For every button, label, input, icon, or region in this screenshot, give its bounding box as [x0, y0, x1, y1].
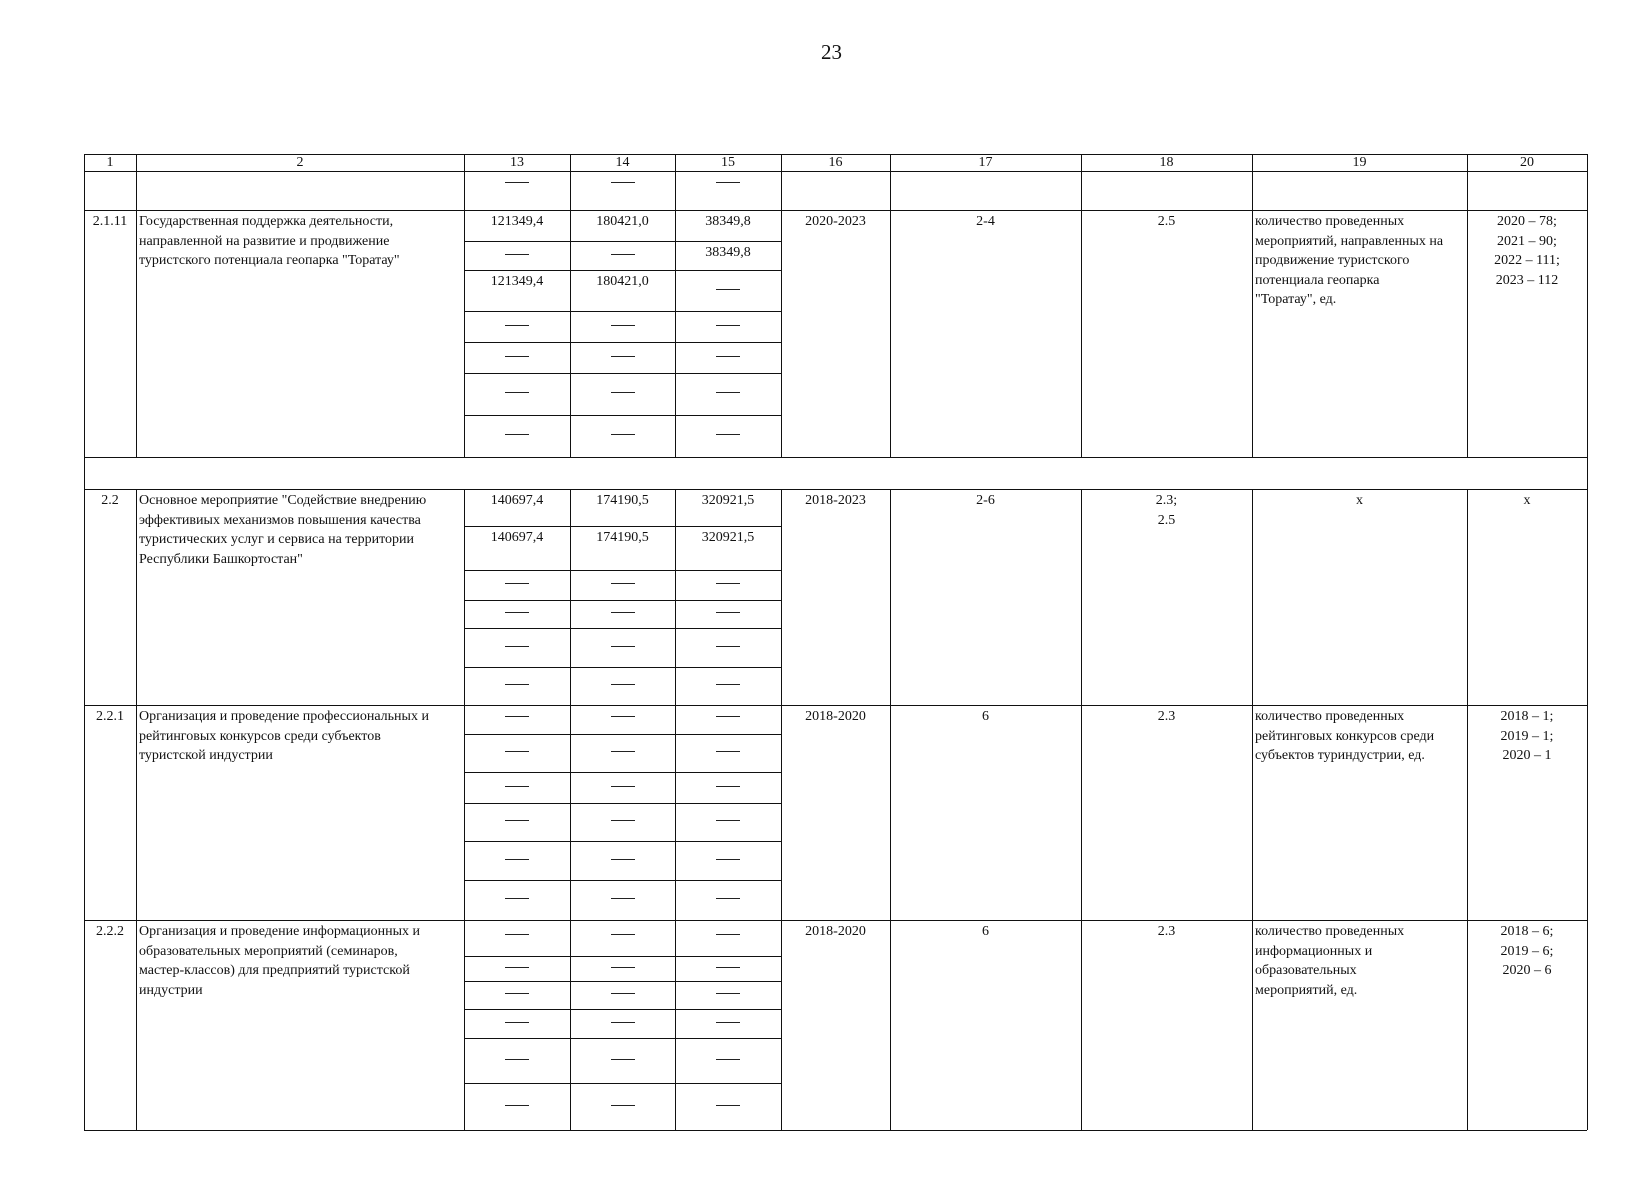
- finance-value: 121349,4: [490, 214, 544, 229]
- finance-value: 180421,0: [596, 274, 649, 289]
- finance-subrow-border: [464, 667, 781, 668]
- column-header-1: 1: [106, 155, 114, 170]
- finance-dash: [505, 684, 529, 685]
- indicator-values: 2020 – 1: [1502, 748, 1552, 763]
- row-id: 2.1.11: [92, 214, 128, 229]
- finance-dash: [716, 392, 740, 393]
- finance-dash: [505, 993, 529, 994]
- finance-dash: [505, 392, 529, 393]
- finance-value: 140697,4: [490, 530, 544, 545]
- finance-dash: [716, 583, 740, 584]
- indicator-values: 2020 – 78;: [1497, 214, 1557, 229]
- column-header-2: 2: [296, 155, 304, 170]
- finance-dash: [716, 646, 740, 647]
- row-name: эффективиых механизмов повышения качества: [139, 512, 421, 528]
- column-border: [136, 154, 137, 457]
- row-border: [84, 457, 1587, 458]
- finance-subrow-border: [464, 1009, 781, 1010]
- finance-dash: [611, 646, 635, 647]
- row-name: Организация и проведение профессиональных и: [139, 709, 429, 724]
- finance-dash: [505, 1059, 529, 1060]
- continuation-dash: [505, 182, 529, 183]
- column-border: [136, 489, 137, 1130]
- finance-dash: [611, 392, 635, 393]
- finance-dash: [716, 934, 740, 935]
- row-name: туристского потенциала геопарка "Торатау": [139, 253, 400, 268]
- column-header-16: 16: [828, 155, 843, 170]
- column-header-14: 14: [615, 155, 630, 170]
- finance-subrow-border: [464, 570, 781, 571]
- column-border: [1587, 154, 1588, 1130]
- finance-dash: [505, 325, 529, 326]
- finance-dash: [505, 1105, 529, 1106]
- finance-dash: [611, 898, 635, 899]
- finance-dash: [611, 820, 635, 821]
- column-header-13: 13: [510, 155, 524, 170]
- finance-dash: [505, 967, 529, 968]
- row-name: образовательных мероприятий (семинаров,: [139, 943, 398, 959]
- column-17-value: 2-6: [976, 493, 995, 508]
- row-name: Основное мероприятие "Содействие внедрению: [139, 493, 427, 508]
- column-18-value: 2.3: [1157, 709, 1176, 724]
- row-name: направленной на развитие и продвижение: [139, 233, 390, 249]
- indicator-values: 2023 – 112: [1495, 272, 1559, 288]
- finance-dash: [611, 993, 635, 994]
- indicator-text: мероприятий, направленных на: [1255, 233, 1444, 249]
- finance-subrow-border: [464, 628, 781, 629]
- finance-dash: [611, 1022, 635, 1023]
- finance-subrow-border: [464, 803, 781, 804]
- column-18-value: 2.3;: [1155, 493, 1178, 508]
- finance-dash: [716, 786, 740, 787]
- finance-dash: [716, 434, 740, 435]
- finance-value: 38349,8: [705, 245, 751, 260]
- finance-dash: [611, 967, 635, 968]
- finance-subrow-border: [464, 734, 781, 735]
- finance-dash: [716, 716, 740, 717]
- column-17-value: 6: [982, 709, 989, 724]
- finance-dash: [716, 859, 740, 860]
- column-border: [675, 154, 676, 457]
- finance-dash: [505, 434, 529, 435]
- row-name: Республики Башкортостан": [139, 551, 303, 567]
- column-header-19: 19: [1352, 155, 1367, 170]
- indicator-text: рейтинговых конкурсов среди: [1255, 728, 1435, 744]
- column-border: [464, 154, 465, 457]
- finance-subrow-border: [464, 342, 781, 343]
- finance-dash: [716, 820, 740, 821]
- column-18-value: 2.5: [1157, 512, 1176, 528]
- finance-value: 180421,0: [596, 214, 649, 229]
- column-18-value: 2.5: [1157, 214, 1176, 229]
- row-id: 2.2.1: [96, 709, 124, 724]
- finance-dash: [611, 1059, 635, 1060]
- finance-dash: [505, 859, 529, 860]
- column-border: [1467, 489, 1468, 1130]
- column-border: [1081, 489, 1082, 1130]
- continuation-dash: [716, 182, 740, 183]
- finance-dash: [505, 898, 529, 899]
- finance-dash: [611, 1105, 635, 1106]
- finance-dash: [611, 356, 635, 357]
- finance-subrow-border: [464, 1038, 781, 1039]
- column-header-18: 18: [1159, 155, 1174, 170]
- row-name: туристской индустрии: [139, 748, 273, 763]
- finance-value: 174190,5: [596, 493, 649, 508]
- finance-dash: [505, 786, 529, 787]
- finance-dash: [505, 1022, 529, 1023]
- finance-subrow-border: [464, 841, 781, 842]
- indicator-values: 2020 – 6: [1502, 963, 1552, 978]
- column-border: [1252, 154, 1253, 457]
- finance-dash: [716, 289, 740, 290]
- finance-dash: [611, 751, 635, 752]
- finance-dash: [505, 716, 529, 717]
- finance-dash: [505, 934, 529, 935]
- finance-dash: [716, 898, 740, 899]
- finance-dash: [716, 1059, 740, 1060]
- finance-subrow-border: [464, 956, 781, 957]
- column-header-15: 15: [721, 155, 735, 170]
- continuation-dash: [611, 182, 635, 183]
- indicator-text: продвижение туристского: [1255, 253, 1410, 268]
- finance-dash: [611, 859, 635, 860]
- finance-dash: [716, 325, 740, 326]
- finance-dash: [611, 684, 635, 685]
- row-id: 2.2.2: [96, 924, 124, 939]
- finance-value: 320921,5: [701, 530, 755, 545]
- column-header-20: 20: [1520, 155, 1534, 170]
- finance-value: 174190,5: [596, 530, 649, 545]
- indicator-text: количество проведенных: [1255, 709, 1405, 724]
- column-border: [570, 489, 571, 1130]
- finance-dash: [505, 751, 529, 752]
- finance-subrow-border: [464, 880, 781, 881]
- finance-dash: [611, 325, 635, 326]
- column-border: [781, 489, 782, 1130]
- row-name: Организация и проведение информационных и: [139, 924, 420, 939]
- row-id: 2.2: [101, 493, 119, 508]
- column-border: [1467, 154, 1468, 457]
- column-border: [570, 154, 571, 457]
- finance-dash: [716, 1105, 740, 1106]
- finance-subrow-border: [464, 373, 781, 374]
- column-17-value: 6: [982, 924, 989, 939]
- row-name: мастер-классов) для предприятий туристской: [139, 963, 410, 978]
- indicator-values: 2018 – 1;: [1500, 709, 1554, 724]
- indicator-text: образовательных: [1255, 963, 1357, 978]
- finance-subrow-border: [464, 600, 781, 601]
- indicator-values: х: [1523, 493, 1531, 508]
- finance-dash: [505, 254, 529, 255]
- finance-dash: [716, 993, 740, 994]
- column-border: [84, 154, 85, 1130]
- column-border: [675, 489, 676, 1130]
- finance-dash: [716, 684, 740, 685]
- row-name: туристических услуг и сервиса на территории: [139, 532, 415, 547]
- implementation-period: 2018-2020: [805, 709, 866, 724]
- column-border: [1252, 489, 1253, 1130]
- finance-subrow-border: [464, 981, 781, 982]
- implementation-period: 2020-2023: [805, 214, 866, 229]
- indicator-text: мероприятий, ед.: [1255, 982, 1358, 998]
- column-border: [464, 489, 465, 1130]
- finance-dash: [611, 612, 635, 613]
- finance-value: 38349,8: [705, 214, 751, 229]
- indicator-text: количество проведенных: [1255, 924, 1405, 939]
- implementation-period: 2018-2023: [805, 493, 866, 508]
- finance-dash: [505, 356, 529, 357]
- finance-dash: [611, 434, 635, 435]
- indicator-text: информационных и: [1255, 943, 1373, 959]
- finance-dash: [611, 786, 635, 787]
- column-border: [890, 489, 891, 1130]
- finance-subrow-border: [464, 772, 781, 773]
- finance-value: 320921,5: [701, 493, 755, 508]
- finance-subrow-border: [464, 415, 781, 416]
- indicator-values: 2019 – 6;: [1500, 943, 1554, 959]
- indicator-values: 2022 – 111;: [1494, 253, 1560, 268]
- finance-subrow-border: [464, 311, 781, 312]
- column-border: [1081, 154, 1082, 457]
- finance-dash: [716, 967, 740, 968]
- indicator-text: х: [1356, 493, 1363, 508]
- implementation-period: 2018-2020: [805, 924, 866, 939]
- indicator-text: количество проведенных: [1255, 214, 1405, 229]
- finance-value: 121349,4: [490, 274, 544, 289]
- table-bottom-border: [84, 1130, 1587, 1131]
- column-17-value: 2-4: [976, 214, 995, 229]
- finance-dash: [505, 583, 529, 584]
- indicator-text: "Торатау", ед.: [1255, 292, 1337, 307]
- indicator-text: субъектов туриндустрии, ед.: [1255, 748, 1425, 763]
- finance-dash: [505, 820, 529, 821]
- finance-dash: [611, 716, 635, 717]
- indicator-values: 2021 – 90;: [1497, 233, 1557, 249]
- finance-dash: [716, 751, 740, 752]
- page-number: 23: [821, 40, 842, 64]
- finance-dash: [505, 612, 529, 613]
- finance-dash: [716, 1022, 740, 1023]
- indicator-values: 2019 – 1;: [1500, 728, 1554, 744]
- column-border: [890, 154, 891, 457]
- finance-subrow-border: [464, 1083, 781, 1084]
- finance-dash: [611, 583, 635, 584]
- finance-dash: [611, 254, 635, 255]
- column-border: [781, 154, 782, 457]
- row-name: индустрии: [139, 982, 203, 998]
- finance-dash: [716, 612, 740, 613]
- finance-dash: [611, 934, 635, 935]
- indicator-values: 2018 – 6;: [1500, 924, 1554, 939]
- finance-dash: [716, 356, 740, 357]
- row-name: Государственная поддержка деятельности,: [139, 214, 394, 229]
- finance-value: 140697,4: [490, 493, 544, 508]
- indicator-text: потенциала геопарка: [1255, 272, 1380, 288]
- column-header-17: 17: [978, 155, 993, 170]
- row-name: рейтинговых конкурсов среди субъектов: [139, 728, 381, 744]
- column-18-value: 2.3: [1157, 924, 1176, 939]
- finance-dash: [505, 646, 529, 647]
